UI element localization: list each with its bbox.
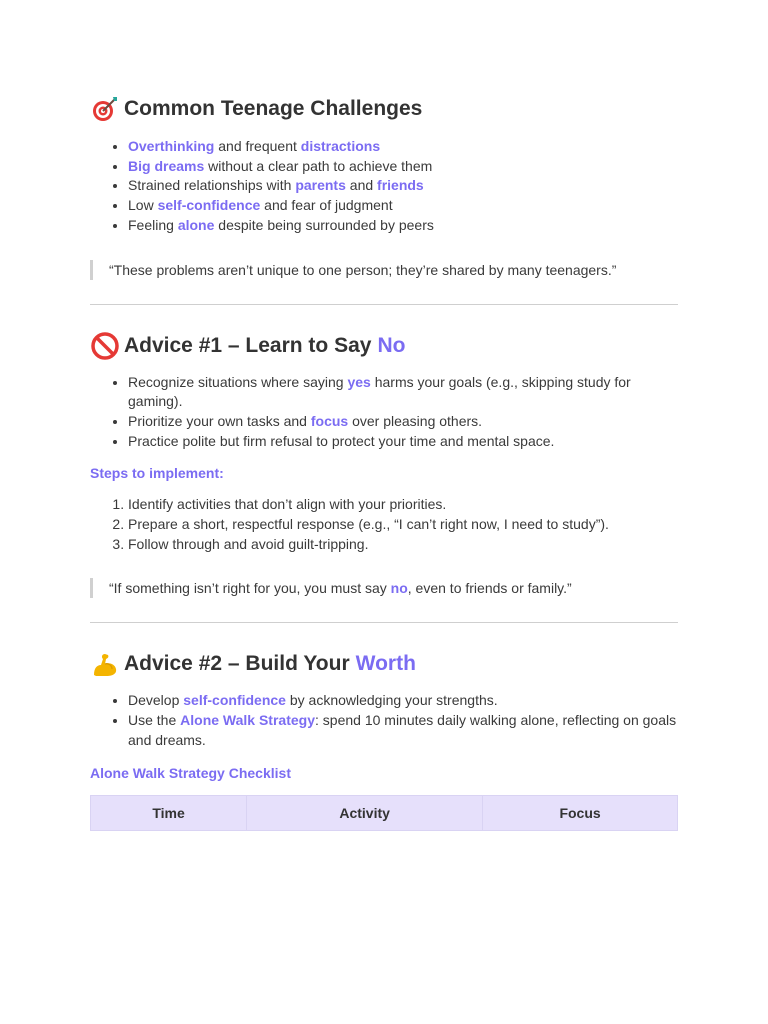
steps-list [90, 495, 678, 554]
list-item: • Feeling alone despite being surrounded by peers [128, 216, 678, 236]
section-title: Advice #2 – Build Your [124, 652, 350, 676]
divider [90, 304, 678, 305]
table-header-row [91, 795, 678, 830]
section-title-accent: Worth [355, 652, 416, 676]
section-title-accent: No [377, 333, 406, 357]
list-item: • Overthinking and frequent distractions [128, 137, 678, 157]
flexed-biceps-icon [90, 649, 120, 679]
table-header-activity: Activity [247, 795, 483, 830]
section-title: Advice #1 – Learn to Say [124, 333, 372, 357]
advice-2-list [90, 691, 688, 750]
table-title: Alone Walk Strategy Checklist [90, 764, 291, 781]
list-item: 3. Follow through and avoid guilt-tripping. [128, 535, 678, 555]
challenges-list [90, 137, 678, 236]
list-item: • Low self-confidence and fear of judgment [128, 196, 678, 216]
document-content [90, 92, 678, 831]
list-item: • Big dreams without a clear path to achieve them [128, 157, 678, 177]
advice-1-list [90, 373, 668, 452]
list-item: 2. Prepare a short, respectful response (e.g., “I can’t right now, I need to study”). [128, 515, 678, 535]
no-entry-icon [90, 331, 120, 361]
divider [90, 622, 678, 623]
quote-block: “If something isn’t right for you, you must say no, even to friends or family.” [90, 578, 678, 598]
list-item: • Prioritize your own tasks and focus over pleasing others. [128, 412, 668, 432]
quote-block: “These problems aren’t unique to one person; they’re shared by many teenagers.” [90, 260, 678, 280]
checklist-table [90, 795, 678, 831]
list-item: • Use the Alone Walk Strategy: spend 10 minutes daily walking alone, reflecting on goals and dreams. [128, 711, 688, 750]
table-header-time: Time [91, 795, 247, 830]
section-title: Common Teenage Challenges [124, 97, 423, 120]
list-item: • Practice polite but firm refusal to protect your time and mental space. [128, 432, 668, 452]
table-header-focus: Focus [483, 795, 678, 830]
list-item: • Strained relationships with parents and friends [128, 176, 678, 196]
section-heading-advice-1 [90, 329, 678, 363]
list-item: • Develop self-confidence by acknowledging your strengths. [128, 691, 688, 711]
dart-target-icon [90, 94, 120, 124]
section-heading-challenges [90, 92, 678, 126]
section-heading-advice-2 [90, 647, 678, 681]
list-item: • Recognize situations where saying yes harms your goals (e.g., skipping study for gaming). [128, 373, 668, 412]
steps-title: Steps to implement: [90, 465, 224, 482]
list-item: 1. Identify activities that don’t align with your priorities. [128, 495, 678, 515]
